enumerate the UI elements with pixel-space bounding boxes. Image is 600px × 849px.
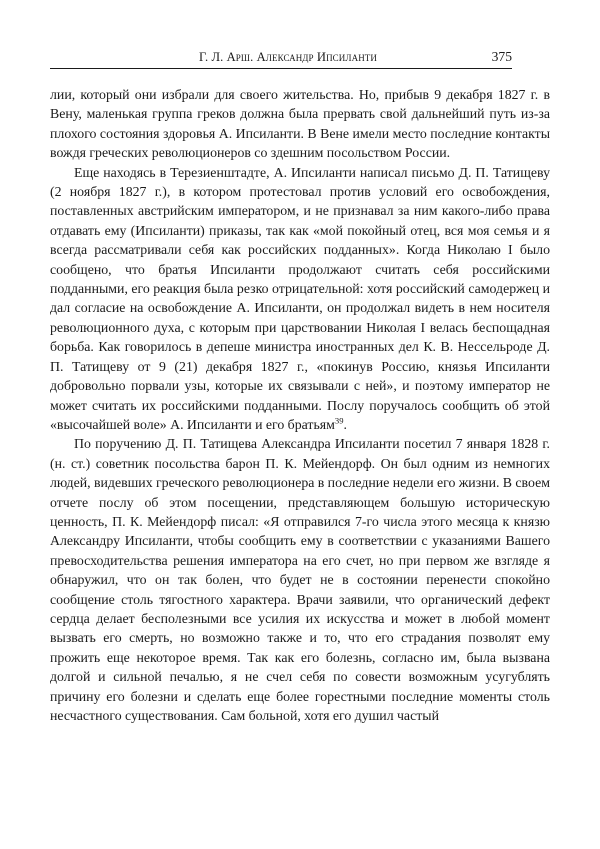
running-head-author-initials: Г. Л. — [198, 50, 227, 65]
running-head-title — [50, 51, 482, 65]
running-head — [50, 45, 512, 69]
paragraph-2-text-tail: . — [343, 416, 347, 432]
paragraph-2-text: Еще находясь в Терезиенштадте, А. Ипсиланти написал письмо Д. П. Татищеву (2 ноября 1827 г.), в котором протестовал против условий его освобождения, поставленных австрийским императором, и не признавал за ним какого-либо права отдавать ему (Ипсиланти) приказы, так как «мой покойный отец, вся моя семья и я всегда рассматривали себя как российских подданных». Когда Николаю I было сообщено, что братья Ипсиланти продолжают считать себя российскими подданными, его реакция была резко отрицательной: хотя российский самодержец и дал согласие на освобождение А. Ипсиланти, он продолжал видеть в нем носителя революционного духа, с которым при царствовании Николая I велась беспощадная борьба. Как говорилось в депеше министра иностранных дел К. В. Нессельроде Д. П. Татищеву от 9 (21) декабря 1827 г., «покинув Россию, князья Ипсиланти добровольно порвали узы, которые их связывали с ней», и поэтому император не может считать их российскими подданными. Послу поручалось сообщить об этой «высочайшей воле» А. Ипсиланти и его братьям — [50, 164, 550, 432]
paragraph-1: лии, который они избрали для своего жительства. Но, прибыв 9 декабря 1827 г. в Вену, маленькая группа греков должна была прервать свой дальнейший путь из-за плохого состояния здоровья А. Ипсиланти. В Вене имели место последние контакты вождя греческих революционеров со здешним посольством России. — [50, 87, 550, 161]
page-number: 375 — [491, 49, 512, 65]
body-text — [50, 85, 550, 725]
paragraph-3: По поручению Д. П. Татищева Александра Ипсиланти посетил 7 января 1828 г. (н. ст.) советник посольства барон П. К. Мейендорф. Он был одним из немногих людей, видевших греческого революционера в последние недели его жизни. В своем отчете послу об этом посещении, представляющем большую историческую ценность, П. К. Мейендорф писал: «Я отправился 7-го числа этого месяца к князю Александру Ипсиланти, чтобы сообщить ему в соответствии с указаниями Вашего превосходительства решения императора на его счет, но при первом же взгляде я обнаружил, что он так болен, что будет не в состоянии перенести спокойно сообщение столь тягостного характера. Врачи заявили, что органический дефект сердца делает бесполезными все усилия их искусства и может в любой момент вызвать его смерть, но возможно также и то, что его страдания позволят ему прожить еще некоторое время. Так как его болезнь, согласно им, была вызвана долгой и сильной печалью, я не счел себя по совести возможным усугублять причину его болезни и сделать еще более горестными последние моменты столь несчастного существования. Сам больной, хотя его душил частый — [50, 436, 550, 723]
paragraph-2 — [50, 163, 550, 435]
footnote-marker-39[interactable]: 39 — [334, 415, 344, 426]
running-head-article-title: Арш. Александр Ипсиланти — [226, 50, 377, 65]
